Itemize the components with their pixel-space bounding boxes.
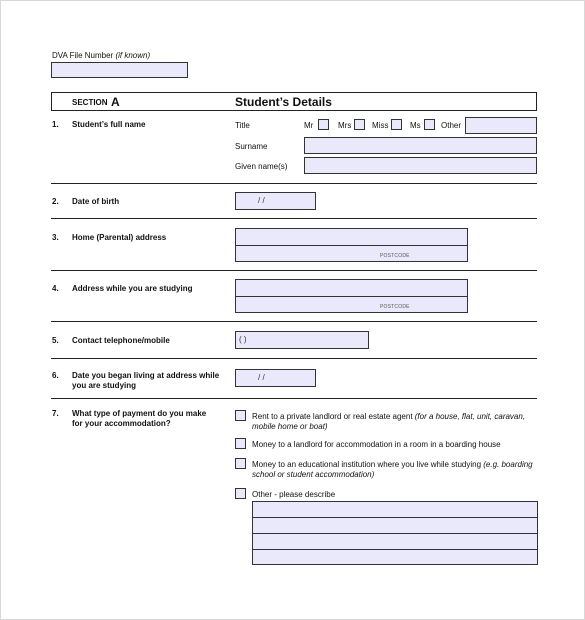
payment-educational-institution-label <box>252 460 540 480</box>
payment-rent-label <box>252 412 540 432</box>
divider <box>51 358 537 359</box>
title-other-input[interactable] <box>465 117 537 134</box>
title-miss-checkbox[interactable] <box>391 119 402 130</box>
surname-input[interactable] <box>304 137 537 154</box>
q2-number: 2. <box>52 197 59 206</box>
address-line-divider <box>236 296 467 297</box>
payment-rent-text: Rent to a private landlord or real estate agent <box>252 412 415 421</box>
home-postcode-label: POSTCODE <box>380 253 410 259</box>
title-option-other-label: Other <box>441 121 462 130</box>
q1-number: 1. <box>52 120 59 129</box>
title-option-mr-label: Mr <box>304 121 314 130</box>
payment-rent-checkbox[interactable] <box>235 410 246 421</box>
payment-educational-institution-checkbox[interactable] <box>235 458 246 469</box>
dva-file-number-label <box>52 51 150 61</box>
q6-number: 6. <box>52 371 59 380</box>
surname-label: Surname <box>235 142 268 151</box>
divider <box>51 183 537 184</box>
q3-number: 3. <box>52 233 59 242</box>
title-option-miss-label: Miss <box>372 121 389 130</box>
title-option-ms-label: Ms <box>410 121 421 130</box>
q5-number: 5. <box>52 336 59 345</box>
address-line-divider <box>236 245 467 246</box>
date-began-living-placeholder: / / <box>258 373 265 382</box>
contact-phone-placeholder: ( ) <box>239 335 247 344</box>
payment-other-checkbox[interactable] <box>235 488 246 499</box>
divider <box>51 218 537 219</box>
dva-hint-text: (if known) <box>115 51 151 60</box>
section-letter: A <box>111 95 120 109</box>
description-line <box>253 517 537 518</box>
given-names-label: Given name(s) <box>235 162 288 171</box>
divider <box>51 321 537 322</box>
q4-number: 4. <box>52 284 59 293</box>
date-of-birth-input[interactable] <box>235 192 316 210</box>
payment-boarding-house-checkbox[interactable] <box>235 438 246 449</box>
dva-file-number-input[interactable] <box>51 62 188 78</box>
section-title: Student’s Details <box>235 95 332 109</box>
given-names-input[interactable] <box>304 157 537 174</box>
payment-educational-hint: (e.g. boarding school or student accommodation) <box>252 460 533 479</box>
date-of-birth-placeholder: / / <box>258 196 265 205</box>
date-began-living-input[interactable] <box>235 369 316 387</box>
q6-label: Date you began living at address while you are studying <box>72 371 220 390</box>
dva-label-text: DVA File Number <box>52 51 114 60</box>
payment-boarding-house-label: Money to a landlord for accommodation in a room in a boarding house <box>252 440 501 449</box>
q2-label: Date of birth <box>72 197 120 206</box>
title-mrs-checkbox[interactable] <box>354 119 365 130</box>
q5-label: Contact telephone/mobile <box>72 336 170 345</box>
q1-label: Student’s full name <box>72 120 146 129</box>
other-description-input[interactable] <box>252 501 538 565</box>
description-line <box>253 549 537 550</box>
divider <box>51 398 537 399</box>
section-label <box>72 98 108 107</box>
title-label: Title <box>235 121 250 130</box>
study-postcode-label: POSTCODE <box>380 304 410 310</box>
divider <box>51 270 537 271</box>
description-line <box>253 533 537 534</box>
title-ms-checkbox[interactable] <box>424 119 435 130</box>
payment-educational-text: Money to an educational institution where you live while studying <box>252 460 484 469</box>
home-address-input[interactable] <box>235 228 468 262</box>
study-address-input[interactable] <box>235 279 468 313</box>
section-label-text: SECTION <box>72 98 108 107</box>
title-mr-checkbox[interactable] <box>318 119 329 130</box>
payment-other-label: Other - please describe <box>252 490 336 499</box>
q7-label: What type of payment do you make for your accommodation? <box>72 409 207 428</box>
q7-number: 7. <box>52 409 59 418</box>
title-option-mrs-label: Mrs <box>338 121 352 130</box>
q4-label: Address while you are studying <box>72 284 193 293</box>
payment-rent-hint: (for a house, flat, unit, caravan, mobile home or boat) <box>252 412 526 431</box>
q3-label: Home (Parental) address <box>72 233 167 242</box>
contact-phone-input[interactable] <box>235 331 369 349</box>
